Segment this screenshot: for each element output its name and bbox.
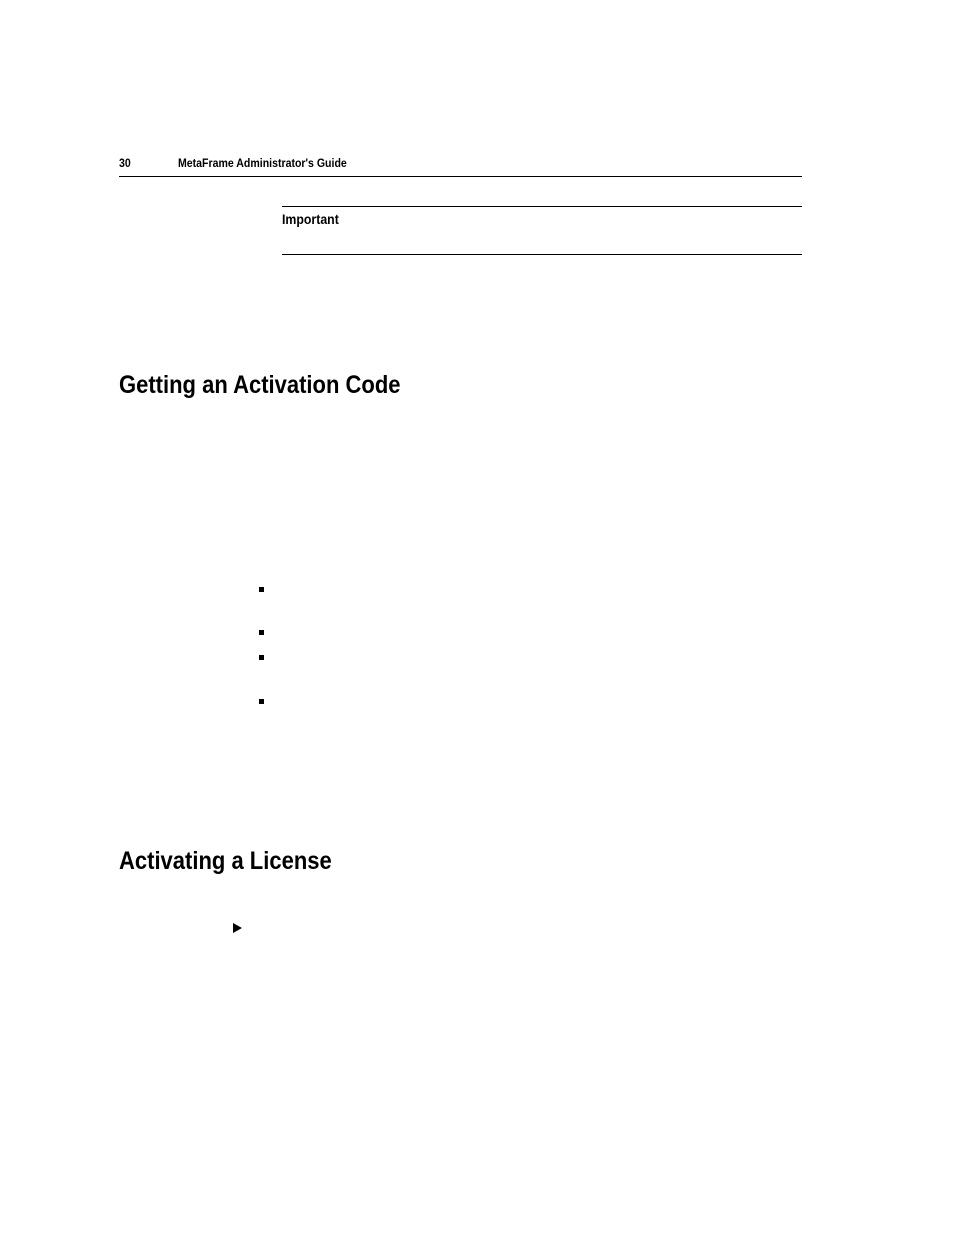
- square-bullet-icon: [259, 655, 264, 660]
- square-bullet-icon: [259, 699, 264, 704]
- header-rule: [119, 176, 802, 177]
- note-bottom-rule: [282, 254, 802, 255]
- triangle-right-icon: [233, 923, 242, 933]
- square-bullet-icon: [259, 630, 264, 635]
- note-top-rule: [282, 206, 802, 207]
- square-bullet-icon: [259, 587, 264, 592]
- page-number: 30: [119, 156, 131, 170]
- important-note-label: Important: [282, 211, 339, 227]
- section-heading-activation-code: Getting an Activation Code: [119, 371, 401, 399]
- running-header-title: MetaFrame Administrator's Guide: [178, 156, 347, 170]
- section-heading-activating-license: Activating a License: [119, 847, 332, 875]
